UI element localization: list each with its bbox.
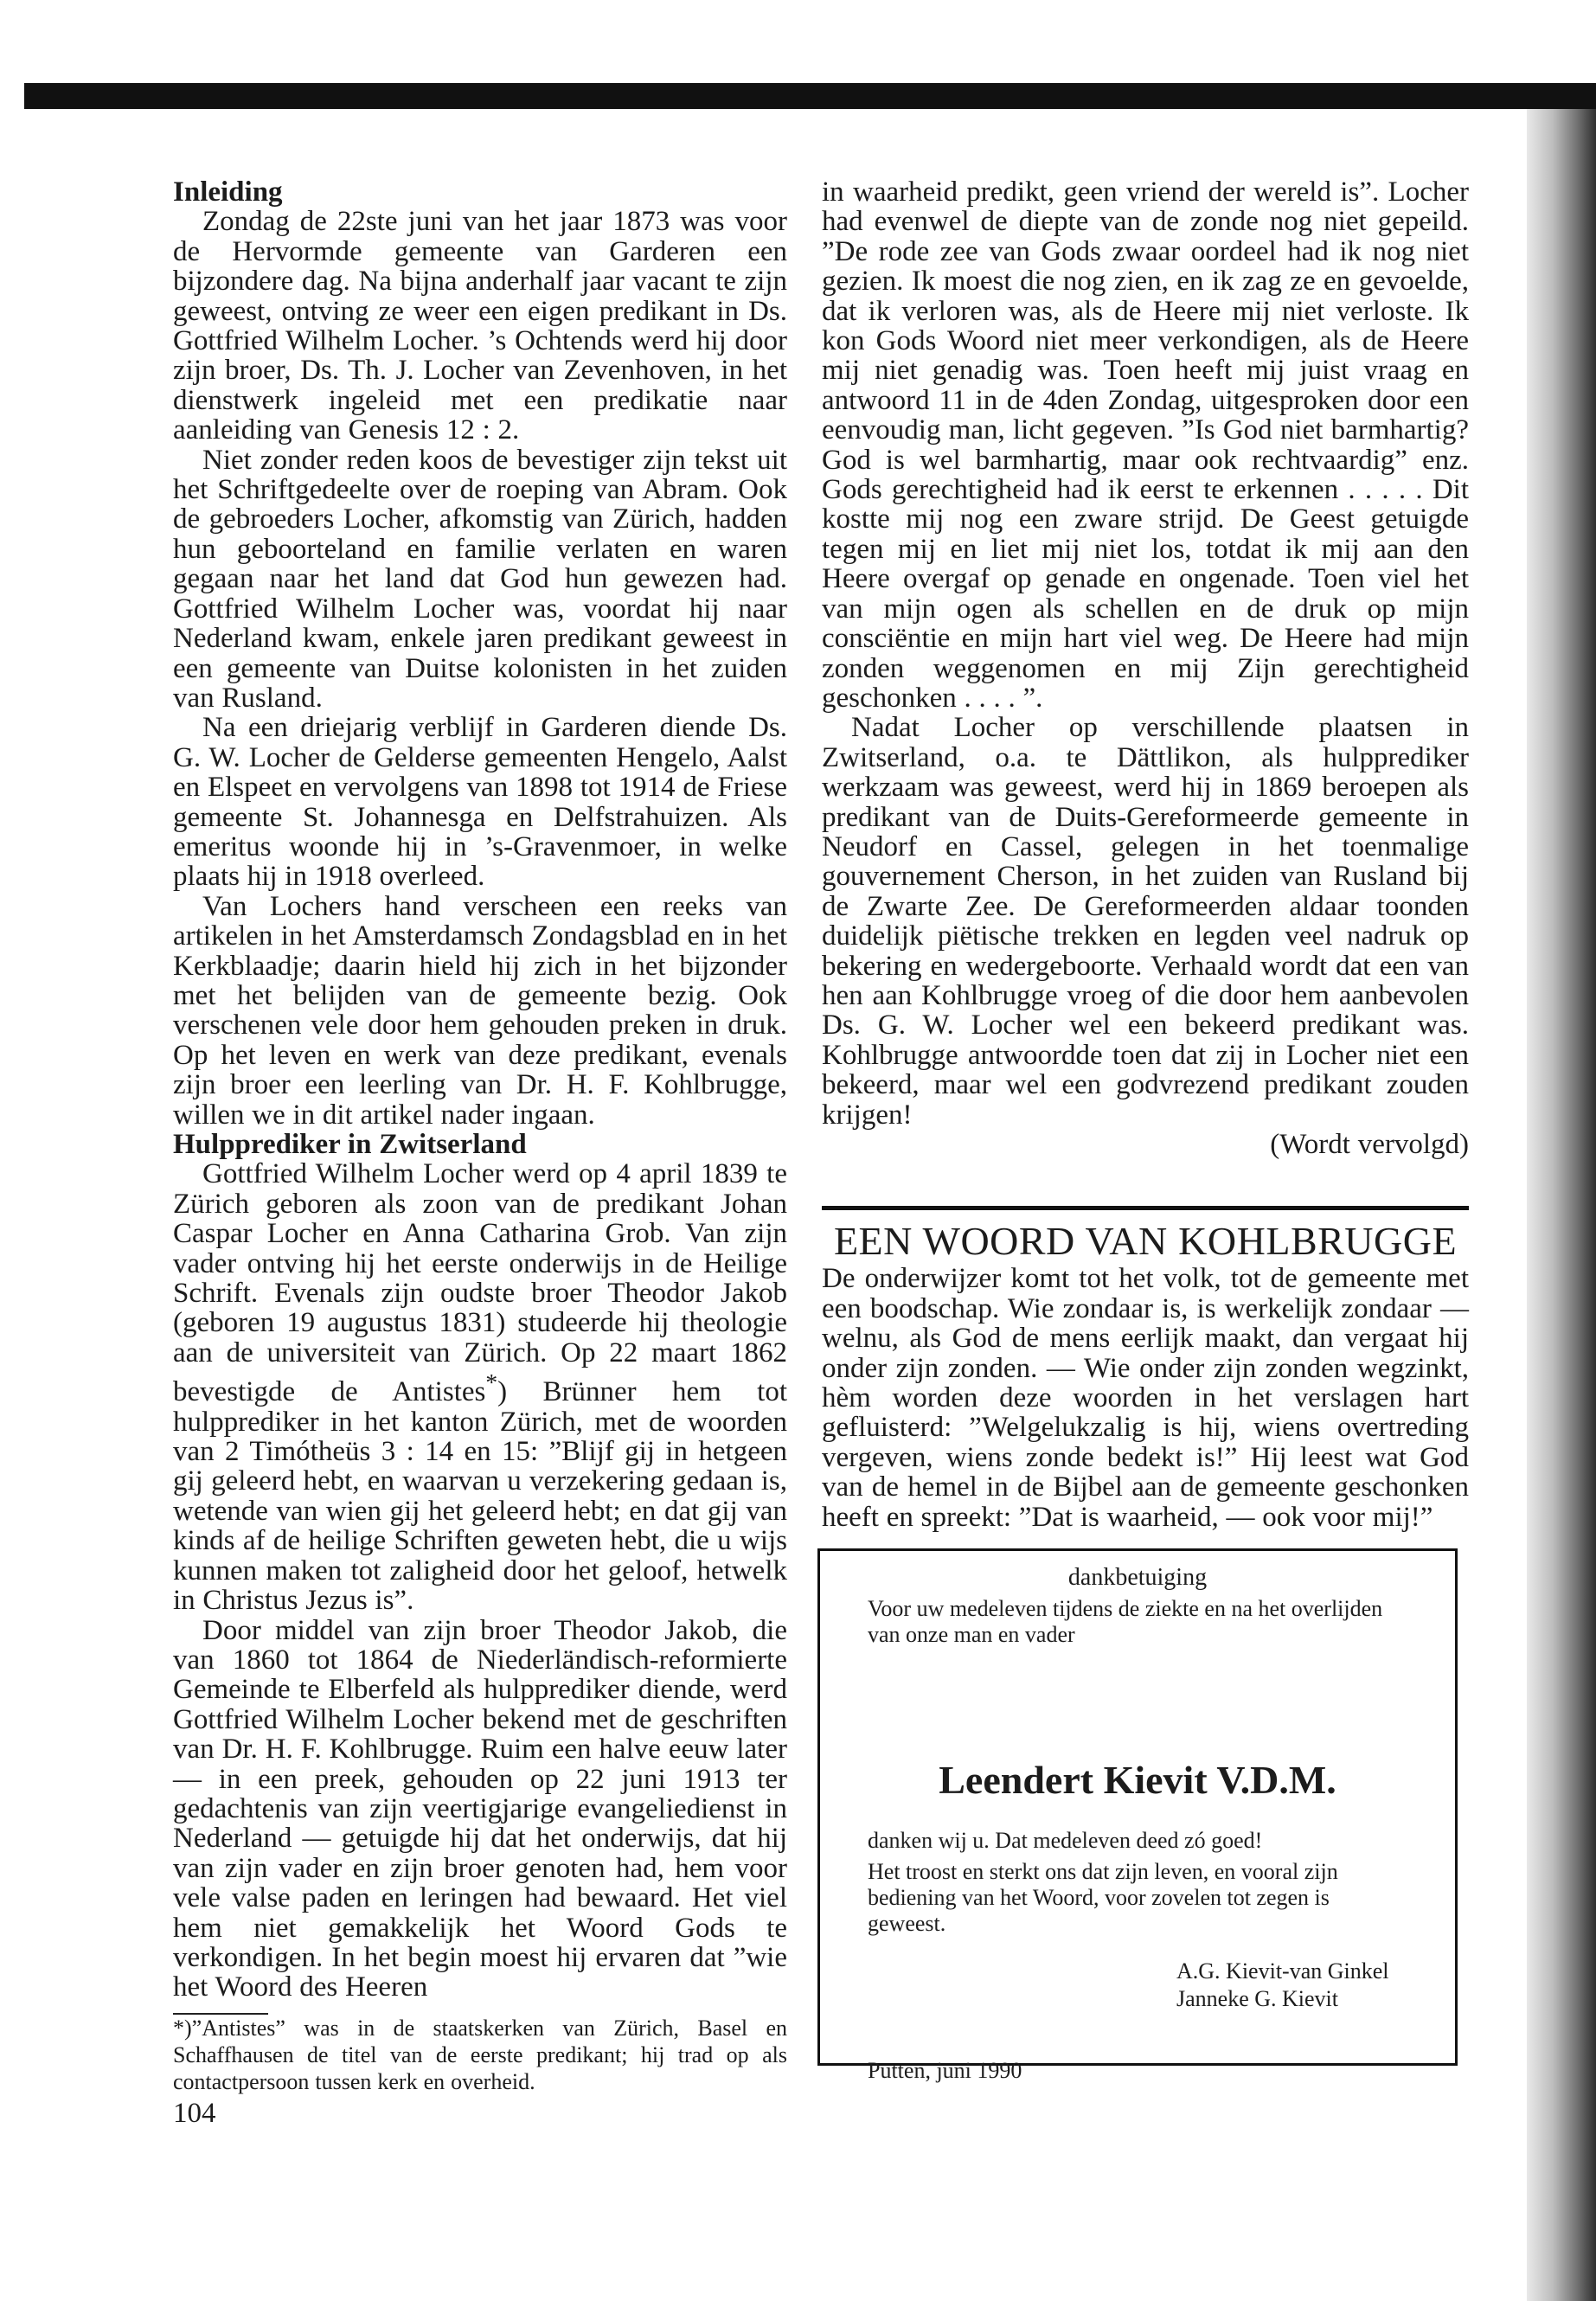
section-heading: Hulpprediker in Zwitserland bbox=[173, 1129, 527, 1160]
intro-heading: Inleiding bbox=[173, 176, 283, 208]
thanks-notice bbox=[817, 1548, 1458, 2083]
notice-body: Het troost en sterkt ons dat zijn leven, en vooral zijn bediening van het Woord, voor zovelen tot zegen is geweest. bbox=[868, 1859, 1338, 1936]
footnote: *)”Antistes” was in de staatskerken van Zürich, Basel en Schaffhausen de titel van de eerste predikant; hij trad op als contactpersoon tussen kerk en overheid. bbox=[173, 2015, 787, 2094]
scan-edge-right bbox=[1527, 109, 1596, 2301]
intro-paragraph-2: Niet zonder reden koos de bevestiger zijn tekst uit het Schriftgedeelte over de roeping van Abram. Ook de gebroeders Locher, afkomstig van Zürich, hadden hun geboorteland en familie verlaten en waren gegaan naar het land dat God hun gewezen had. Gottfried Wilhelm Locher was, voordat hij naar Nederland kwam, enkele jaren predikant geweest in een gemeente van Duitse kolonisten in het zuiden van Rusland. bbox=[173, 444, 787, 714]
section-paragraph-1-b: ) Brünner hem tot hulpprediker in het kanton Zürich, met de woorden van 2 Timótheüs 3 : 14 en 15: ”Blijf gij in hetgeen gij geleerd hebt, en waarvan u verzekering gedaan is, wetende van wien gij het geleerd hebt; en dat gij van kinds af de heilige Schriften geweten hebt, die u wijs kunnen maken tot zaligheid door het geloof, hetwelk in Christus Jezus is”. bbox=[173, 1376, 787, 1617]
continuation-paragraph: in waarheid predikt, geen vriend der wereld is”. Locher had evenwel de diepte van de zonde nog niet gepeild. ”De rode zee van Gods zwaar oordeel had ik nog niet gezien. Ik moest die nog zien, en ik zag ze en gevoelde, dat ik verloren was, als de Heere mij niet verloste. Ik kon Gods Woord niet meer verkondigen, als de Heere mij niet genadig was. Toen heeft mij juist vraag en antwoord 11 in de 4den Zondag, uitgesproken door een eenvoudig man, licht gegeven. ”Is God niet barmhartig? God is wel barmhartig, maar ook rechtvaardig” enz. Gods gerechtigheid had ik eerst te erkennen . . . . . Dit kostte mij nog een zware strijd. De Geest getuigde tegen mij en liet mij niet los, totdat ik mij aan den Heere overgaf op genade en ongenade. Toen viel het van mijn ogen als schellen en de druk op mijn consciëntie en mijn hart viel weg. De Heere had mijn zonden weggenomen en mij Zijn gerechtigheid geschonken . . . . ”. bbox=[822, 176, 1469, 714]
left-column bbox=[173, 177, 787, 2128]
page-number: 104 bbox=[173, 2097, 216, 2129]
scan-edge-top bbox=[24, 83, 1596, 109]
notice-title: dankbetuiging bbox=[1067, 1564, 1208, 1591]
kohlbrugge-title: EEN WOORD VAN KOHLBRUGGE bbox=[833, 1219, 1458, 1264]
notice-thanks: danken wij u. Dat medeleven deed zó goed! bbox=[868, 1828, 1263, 1853]
section-paragraph-1-a: Gottfried Wilhelm Locher werd op 4 april 1839 te Zürich geboren als zoon van de predikant Johan Caspar Locher en Anna Catharina Grob. Van zijn vader ontving hij het eerste onderwijs in de Heilige Schrift. Evenals zijn oudste broer Theodor Jakob (geboren 19 augustus 1831) studeerde hij theologie aan de universiteit van Zürich. Op 22 maart 1862 bevestigde de Antistes bbox=[173, 1158, 787, 1408]
continued-note: (Wordt vervolgd) bbox=[1270, 1129, 1469, 1160]
section-paragraph-1 bbox=[173, 1159, 787, 1615]
right-column bbox=[822, 177, 1469, 1532]
notice-signer-1: A.G. Kievit-van Ginkel bbox=[1176, 1958, 1389, 1984]
intro-paragraph-1: Zondag de 22ste juni van het jaar 1873 was voor de Hervormde gemeente van Garderen een bijzondere dag. Na bijna anderhalf jaar vacant te zijn geweest, ontving ze weer een eigen predikant in Ds. Gottfried Wilhelm Locher. ’s Ochtends werd hij door zijn broer, Ds. Th. J. Locher van Zevenhoven, in het dienstwerk ingeleid met een predikatie naar aanleiding van Genesis 12 : 2. bbox=[173, 206, 787, 446]
intro-paragraph-3: Na een driejarig verblijf in Garderen diende Ds. G. W. Locher de Gelderse gemeenten Hengelo, Aalst en Elspeet en vervolgens van 1898 tot 1914 de Friese gemeente St. Johannesga en Delfstrahuizen. Als emeritus woonde hij in ’s-Gravenmoer, in welke plaats hij in 1918 overleed. bbox=[173, 712, 787, 893]
right-paragraph-2: Nadat Locher op verschillende plaatsen in Zwitserland, o.a. te Dättlikon, als hulpprediker werkzaam was geweest, werd hij in 1869 beroepen als predikant van de Duits-Gereformeerde gemeente in Neudorf en Cassel, gelegen in het toenmalige gouvernement Cherson, in het zuiden van Rusland bij de Zwarte Zee. De Gereformeerden aldaar toonden duidelijk piëtische trekken en legden veel nadruk op bekering en wedergeboorte. Verhaald wordt dat een van hen aan Kohlbrugge vroeg of die door hem aanbevolen Ds. G. W. Locher wel een bekeerd predikant was. Kohlbrugge antwoordde toen dat zij in Locher niet een bekeerd, maar wel een godvrezend predikant zouden krijgen! bbox=[822, 712, 1469, 1131]
notice-name: Leendert Kievit V.D.M. bbox=[939, 1758, 1336, 1802]
section-rule bbox=[822, 1206, 1469, 1210]
kohlbrugge-text: De onderwijzer komt tot het volk, tot de gemeente met een boodschap. Wie zondaar is, is werkelijk zondaar — welnu, als God de mens eerlijk maakt, dan vergaat hij onder zijn zonden. — Wie onder zijn zonden wegzinkt, hèm worden deze woorden in het verslagen hart gefluisterd: ”Welgelukzalig is hij, wiens overtreding vergeven, wiens zonde bedekt is!” Hij leest wat God van de hemel in de Bijbel aan de gemeente geschonken heeft en spreekt: ”Dat is waarheid, — ook voor mij!” bbox=[822, 1263, 1469, 1533]
intro-paragraph-4: Van Lochers hand verscheen een reeks van artikelen in het Amsterdamsch Zondagsblad en in het Kerkblaadje; daarin hield hij zich in het bijzonder met het belijden van de gemeente bezig. Ook verschenen vele door hem gehouden preken in druk. Op het leven en werk van deze predikant, evenals zijn broer een leerling van Dr. H. F. Kohlbrugge, willen we in dit artikel nader ingaan. bbox=[173, 890, 787, 1131]
notice-signers bbox=[1176, 1958, 1455, 2013]
notice-place-date: Putten, juni 1990 bbox=[868, 2058, 1022, 2083]
notice-signer-2: Janneke G. Kievit bbox=[1176, 1986, 1339, 2011]
section-paragraph-2: Door middel van zijn broer Theodor Jakob, die van 1860 tot 1864 de Niederländisch-reformierte Gemeinde te Elberfeld als hulpprediker diende, werd Gottfried Wilhelm Locher bekend met de geschriften van Dr. H. F. Kohlbrugge. Ruim een halve eeuw later — in een preek, gehouden op 22 juni 1913 ter gedachtenis van zijn veertigjarige evangeliedienst in Nederland — getuigde hij dat het onderwijs, dat hij van zijn vader en zijn broer genoten had, hem voor vele valse paden en leringen had bewaard. Het viel hem niet gemakkelijk het Woord Gods te verkondigen. In het begin moest hij ervaren dat ”wie het Woord des Heeren bbox=[173, 1614, 787, 2003]
notice-intro: Voor uw medeleven tijdens de ziekte en na het overlijden van onze man en vader bbox=[868, 1596, 1383, 1647]
footnote-marker: * bbox=[485, 1368, 498, 1396]
